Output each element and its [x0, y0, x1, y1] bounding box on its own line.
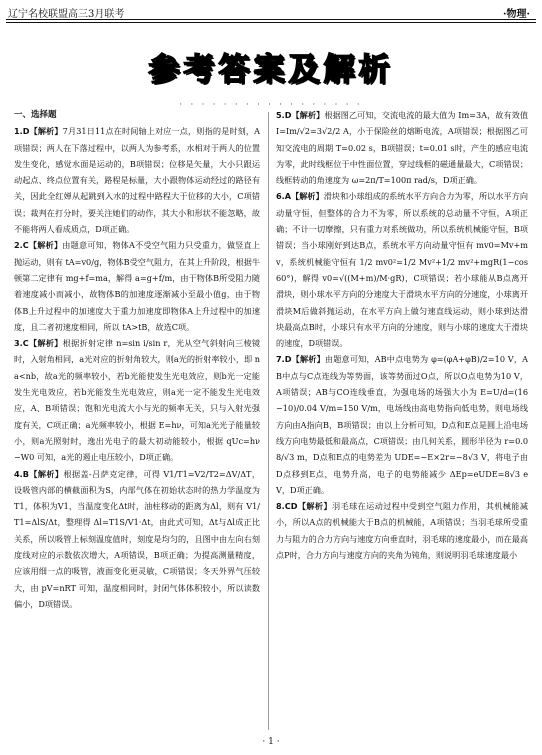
header-subject: ·物理· [503, 9, 530, 20]
left-column [14, 107, 260, 612]
answer-label: 8.CD【解析】 [276, 501, 333, 512]
answer-paragraph [14, 237, 260, 335]
answer-label: 2.C【解析】 [14, 240, 63, 251]
answer-paragraph [276, 351, 528, 498]
answer-label: 7.D【解析】 [276, 354, 325, 365]
answer-explanation: 由题意可知，物体A不受空气阻力只受重力，做竖直上抛运动，则有 tA=v0/g，物体B受空气阻力，在其上升阶段，根据牛顿第二定律有 mg+f=ma，解得 a=g+f/m，由于物体B所受阻力随着速度减小而减小，故物体B的加速度逐渐减小至最小值g，由于物体B上升过程中的加速度大于重力加速度即物体A上升过程中的加速度，且二者初速度相同，所以 tA>tB，故选C项。 [14, 240, 261, 332]
header-exam-name: 辽宁名校联盟高三3月联考 [8, 9, 125, 20]
answer-paragraph [276, 498, 528, 563]
page-title: 参考答案及解析 [148, 52, 394, 88]
answer-explanation: 根据折射定律 n=sin i/sin r，光从空气斜射向三棱镜时，入射角相同，a光对应的折射角较大，则a光的折射率较小，即 na<nb，故a光的频率较小，若b光能使发生光电效应，则b光一定能发生光电效应，若b光能发生光电效应，则a光一定不能发生光电效应，A、B项错误；饱和光电流大小与光的频率无关，只与入射光强度有关，C项正确；a光频率较小，根据 E=hν，可知a光光子能量较小，则a光照射时，逸出光电子的最大初动能较小，根据 qUc=hν−W0 可知，a光的遏止电压较小，D项正确。 [14, 338, 260, 463]
header-rule-thin [6, 22, 536, 23]
answer-explanation: 7月31日11点在时间轴上对应一点，则指的是时刻，A项错误；两人在下落过程中，以两人为参考系，水相对于两人的位置发生变化，感觉水面是运动的，B项错误；位移是矢量，大小只跟运动起点、终点位置有关，路程是标量，大小跟物体运动经过的路径有关，因此全红婵从起跳到入水的过程中路程大于位移的大小，C项错误；裁判在打分时，要关注她们的动作，其大小和形状不能忽略，故不能将两人看成质点，D项正确。 [14, 126, 260, 235]
answer-explanation: 根据图乙可知，交流电流的最大值为 Im=3A，故有效值 I=Im/√2=3√2/2 A，小于保险丝的熔断电流，A项错误；根据图乙可知交流电的周期 T=0.02 s，B项错误；t=0.01 s时，产生的感应电流为零，此时线框位于中性面位置，穿过线框的磁通量最大，C项错误；线框转动的角速度为 ω=2π/T=100π rad/s，D项正确。 [276, 110, 528, 186]
right-column [276, 107, 528, 563]
section-heading: 一、选择题 [14, 110, 57, 120]
answer-explanation: 由题意可知，AB中点电势为 φ=(φA+φB)/2=10 V，AB中点与C点连线为等势面，该等势面过O点，所以O点电势为10 V，A项错误；AB与CO连线垂直，为强电场的场强大小为 E=U/d=(16−10)/0.04 V/m=150 V/m，电场线由高电势指向低电势，则电场线方向由A指向B，B项错误；由以上分析可知，D点和E点是圆上沿电场线方向电势最低和最高点，C项错误；由几何关系，圆形半径为 r=0.08/√3 m，D点和E点的电势差为 UDE=−E×2r=−8√3 V，将电子由D点移到E点，电势升高，电子的电势能减少 ΔEp=eUDE=8√3 eV，D项正确。 [276, 354, 528, 495]
column-divider [268, 112, 269, 730]
answer-label: 1.D【解析】 [14, 126, 63, 137]
answer-explanation: 羽毛球在运动过程中受到空气阻力作用，其机械能减小，所以A点的机械能大于B点的机械能，A项错误；当羽毛球所受重力与阻力的合力方向与速度方向垂直时，羽毛球的速度最小，而在最高点P时，合力方向与速度方向的夹角为钝角，则说明羽毛球速度最小 [276, 501, 528, 561]
answer-label: 5.D【解析】 [276, 110, 325, 120]
answer-label: 3.C【解析】 [14, 338, 63, 349]
answer-paragraph [276, 107, 528, 188]
answer-paragraph [14, 123, 260, 237]
answer-label: 6.A【解析】 [276, 191, 324, 202]
answer-explanation: 滑块和小球组成的系统水平方向合力为零，所以水平方向动量守恒，但整体的合力不为零，所以系统的总动量不守恒，A项正确；不计一切摩擦，只有重力对系统做功，所以系统机械能守恒，B项错误；当小球刚好到达B点，系统水平方向动量守恒有 mv0=Mv+mv，系统机械能守恒有 1/2 mv0²=1/2 Mv²+1/2 mv²+mgR(1−cos 60°)，解得 v0=√((M+m)/M·gR)，C项错误；若小球能从B点离开滑块，则小球水平方向的分速度大于滑块水平方向的分速度，小球离开滑块M后做斜抛运动，在水平方向上做匀速直线运动，则小球到达滑块最高点B时，小球只有水平方向的分速度，则与小球的速度大于滑块的速度，D项错误。 [276, 191, 528, 349]
answer-paragraph [14, 466, 260, 613]
title-underline-dots: · · · · · · · · · · · · · · · · · [179, 100, 363, 109]
header-rule-thick [6, 19, 536, 20]
answer-paragraph [276, 188, 528, 351]
answer-label: 4.B【解析】 [14, 468, 64, 479]
page-number: · 1 · [262, 737, 280, 747]
answer-paragraph [14, 335, 260, 465]
answer-explanation: 根据盖-吕萨克定律，可得 V1/T1=V2/T2=ΔV/ΔT，设吸管内部的横截面积为S，内部气体在初始状态时的热力学温度为T1，体积为V1，当温度变化Δt时，油柱移动的距离为Δl，则有 V1/T1=ΔlS/Δt，整理得 Δl=T1S/V1·Δt，由此式可知，Δt与Δl成正比关系，所以吸管上标刻温度值时，刻度是均匀的，且图中由左向右刻度线对应的示数依次增大，A项错误，B项正确；为提高测量精度，应该用细一点的吸管，液面变化更灵敏，C项错误；冬天外界气压较大，由 pV=nRT 可知，温度相同时，封闭气体体积较小，所以读数偏小，D项错误。 [14, 468, 261, 609]
